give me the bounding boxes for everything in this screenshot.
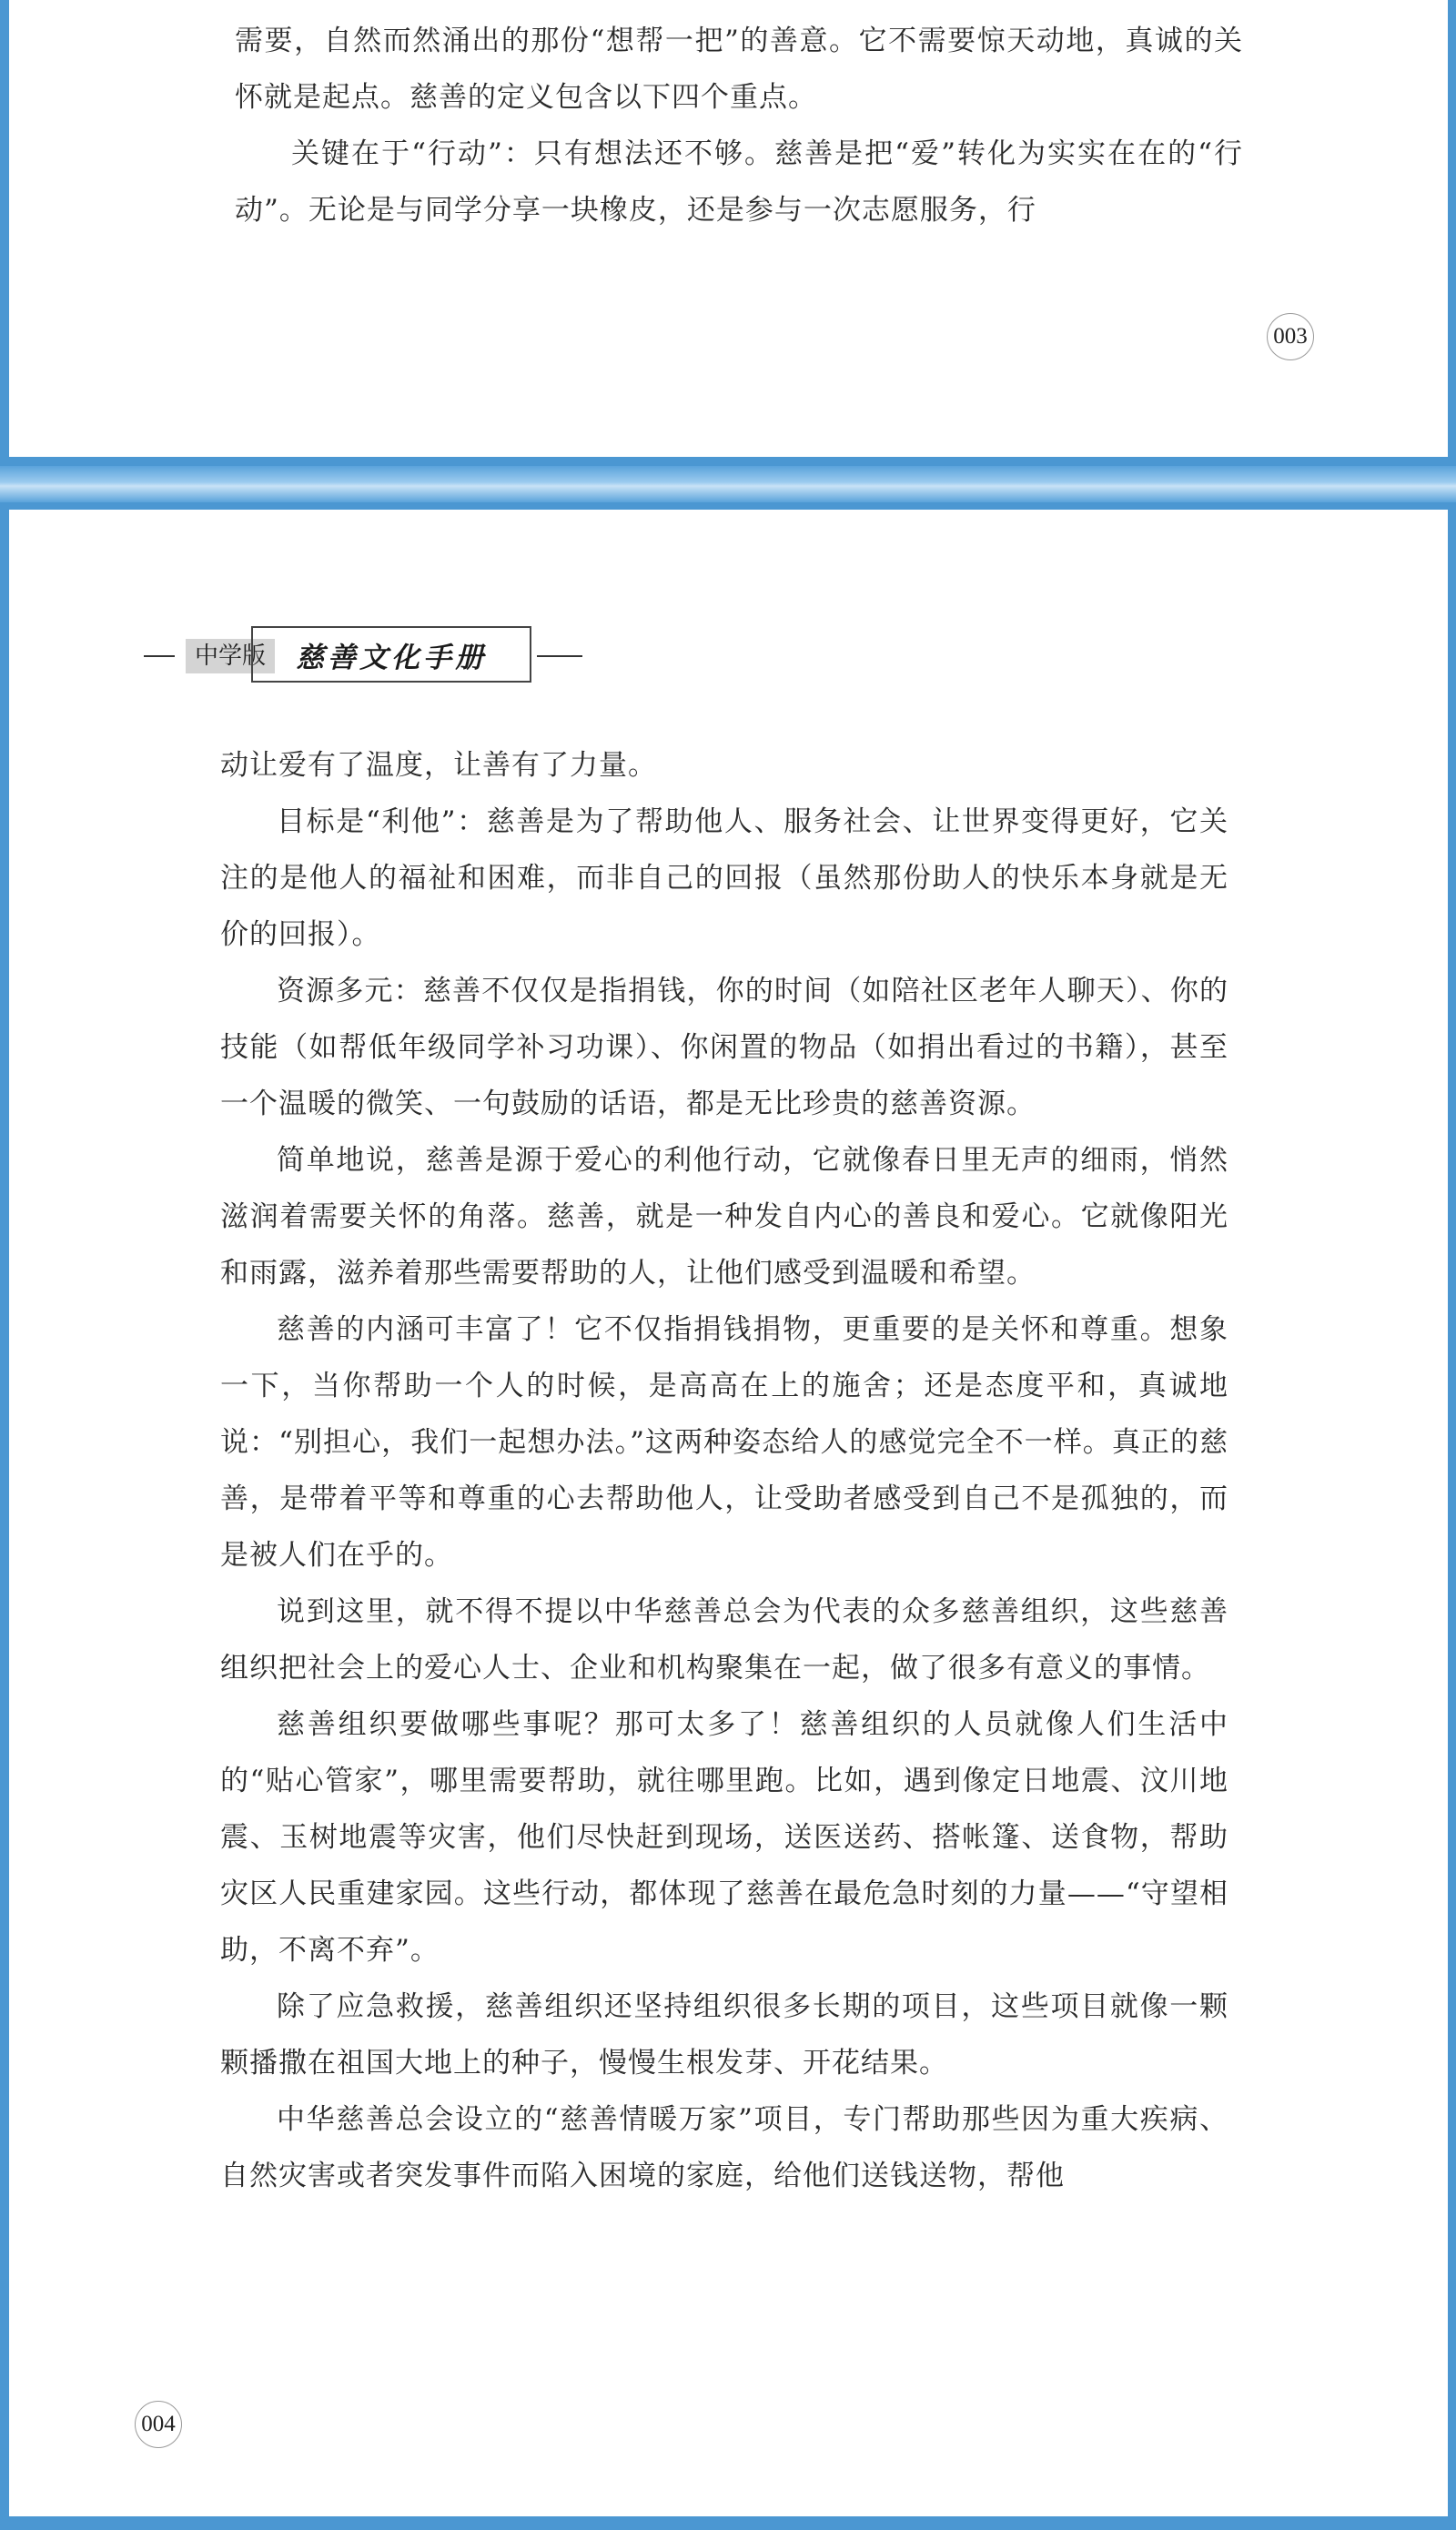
page-number: 004 [135,2401,182,2448]
header-rule-left [144,655,175,657]
paragraph: 目标是“利他”：慈善是为了帮助他人、服务社会、让世界变得更好，它关注的是他人的福祉和困难，而非自己的回报（虽然那份助人的快乐本身就是无价的回报）。 [220,805,1228,951]
page-004 [9,510,1448,2516]
paragraph: 中华慈善总会设立的“慈善情暖万家”项目，专门帮助那些因为重大疾病、自然灾害或者突发事件而陷入困境的家庭，给他们送钱送物，帮他 [220,2103,1228,2192]
paragraph: 除了应急救援，慈善组织还坚持组织很多长期的项目，这些项目就像一颗颗播撒在祖国大地上的种子，慢慢生根发芽、开花结果。 [220,1990,1228,2080]
body-text [235,13,1243,238]
paragraph: 慈善组织要做哪些事呢？那可太多了！慈善组织的人员就像人们生活中的“贴心管家”，哪里需要帮助，就往哪里跑。比如，遇到像定日地震、汶川地震、玉树地震等灾害，他们尽快赶到现场，送医送药、搭帐篷、送食物，帮助灾区人民重建家园。这些行动，都体现了慈善在最危急时刻的力量——“守望相助，不离不弃”。 [220,1708,1228,1967]
paragraph: 需要，自然而然涌出的那份“想帮一把”的善意。它不需要惊天动地，真诚的关怀就是起点。慈善的定义包含以下四个重点。 [235,25,1243,114]
paragraph: 慈善的内涵可丰富了！它不仅指捐钱捐物，更重要的是关怀和尊重。想象一下，当你帮助一个人的时候，是高高在上的施舍；还是态度平和，真诚地说：“别担心，我们一起想办法。”这两种姿态给人的感觉完全不一样。真正的慈善，是带着平等和尊重的心去帮助他人，让受助者感受到自己不是孤独的，而是被人们在乎的。 [220,1313,1228,1572]
page-003 [9,0,1448,457]
header-rule-right [537,655,582,657]
paragraph: 动让爱有了温度，让善有了力量。 [220,749,657,782]
paragraph: 资源多元：慈善不仅仅是指捐钱，你的时间（如陪社区老年人聊天）、你的技能（如帮低年级同学补习功课）、你闲置的物品（如捐出看过的书籍），甚至一个温暖的微笑、一句鼓励的话语，都是无比珍贵的慈善资源。 [220,975,1228,1120]
body-text [220,737,1228,2204]
paragraph: 说到这里，就不得不提以中华慈善总会为代表的众多慈善组织，这些慈善组织把社会上的爱心人士、企业和机构聚集在一起，做了很多有意义的事情。 [220,1595,1228,1685]
running-header [135,626,590,686]
paragraph: 关键在于“行动”：只有想法还不够。慈善是把“爱”转化为实实在在的“行动”。无论是与同学分享一块橡皮，还是参与一次志愿服务，行 [235,137,1243,227]
page-number: 003 [1267,313,1314,360]
paragraph: 简单地说，慈善是源于爱心的利他行动，它就像春日里无声的细雨，悄然滋润着需要关怀的角落。慈善，就是一种发自内心的善良和爱心。它就像阳光和雨露，滋养着那些需要帮助的人，让他们感受到温暖和希望。 [220,1144,1228,1290]
edition-label: 中学版 [186,639,275,673]
page-separator [0,466,1456,502]
book-title: 慈善文化手册 [251,626,531,683]
